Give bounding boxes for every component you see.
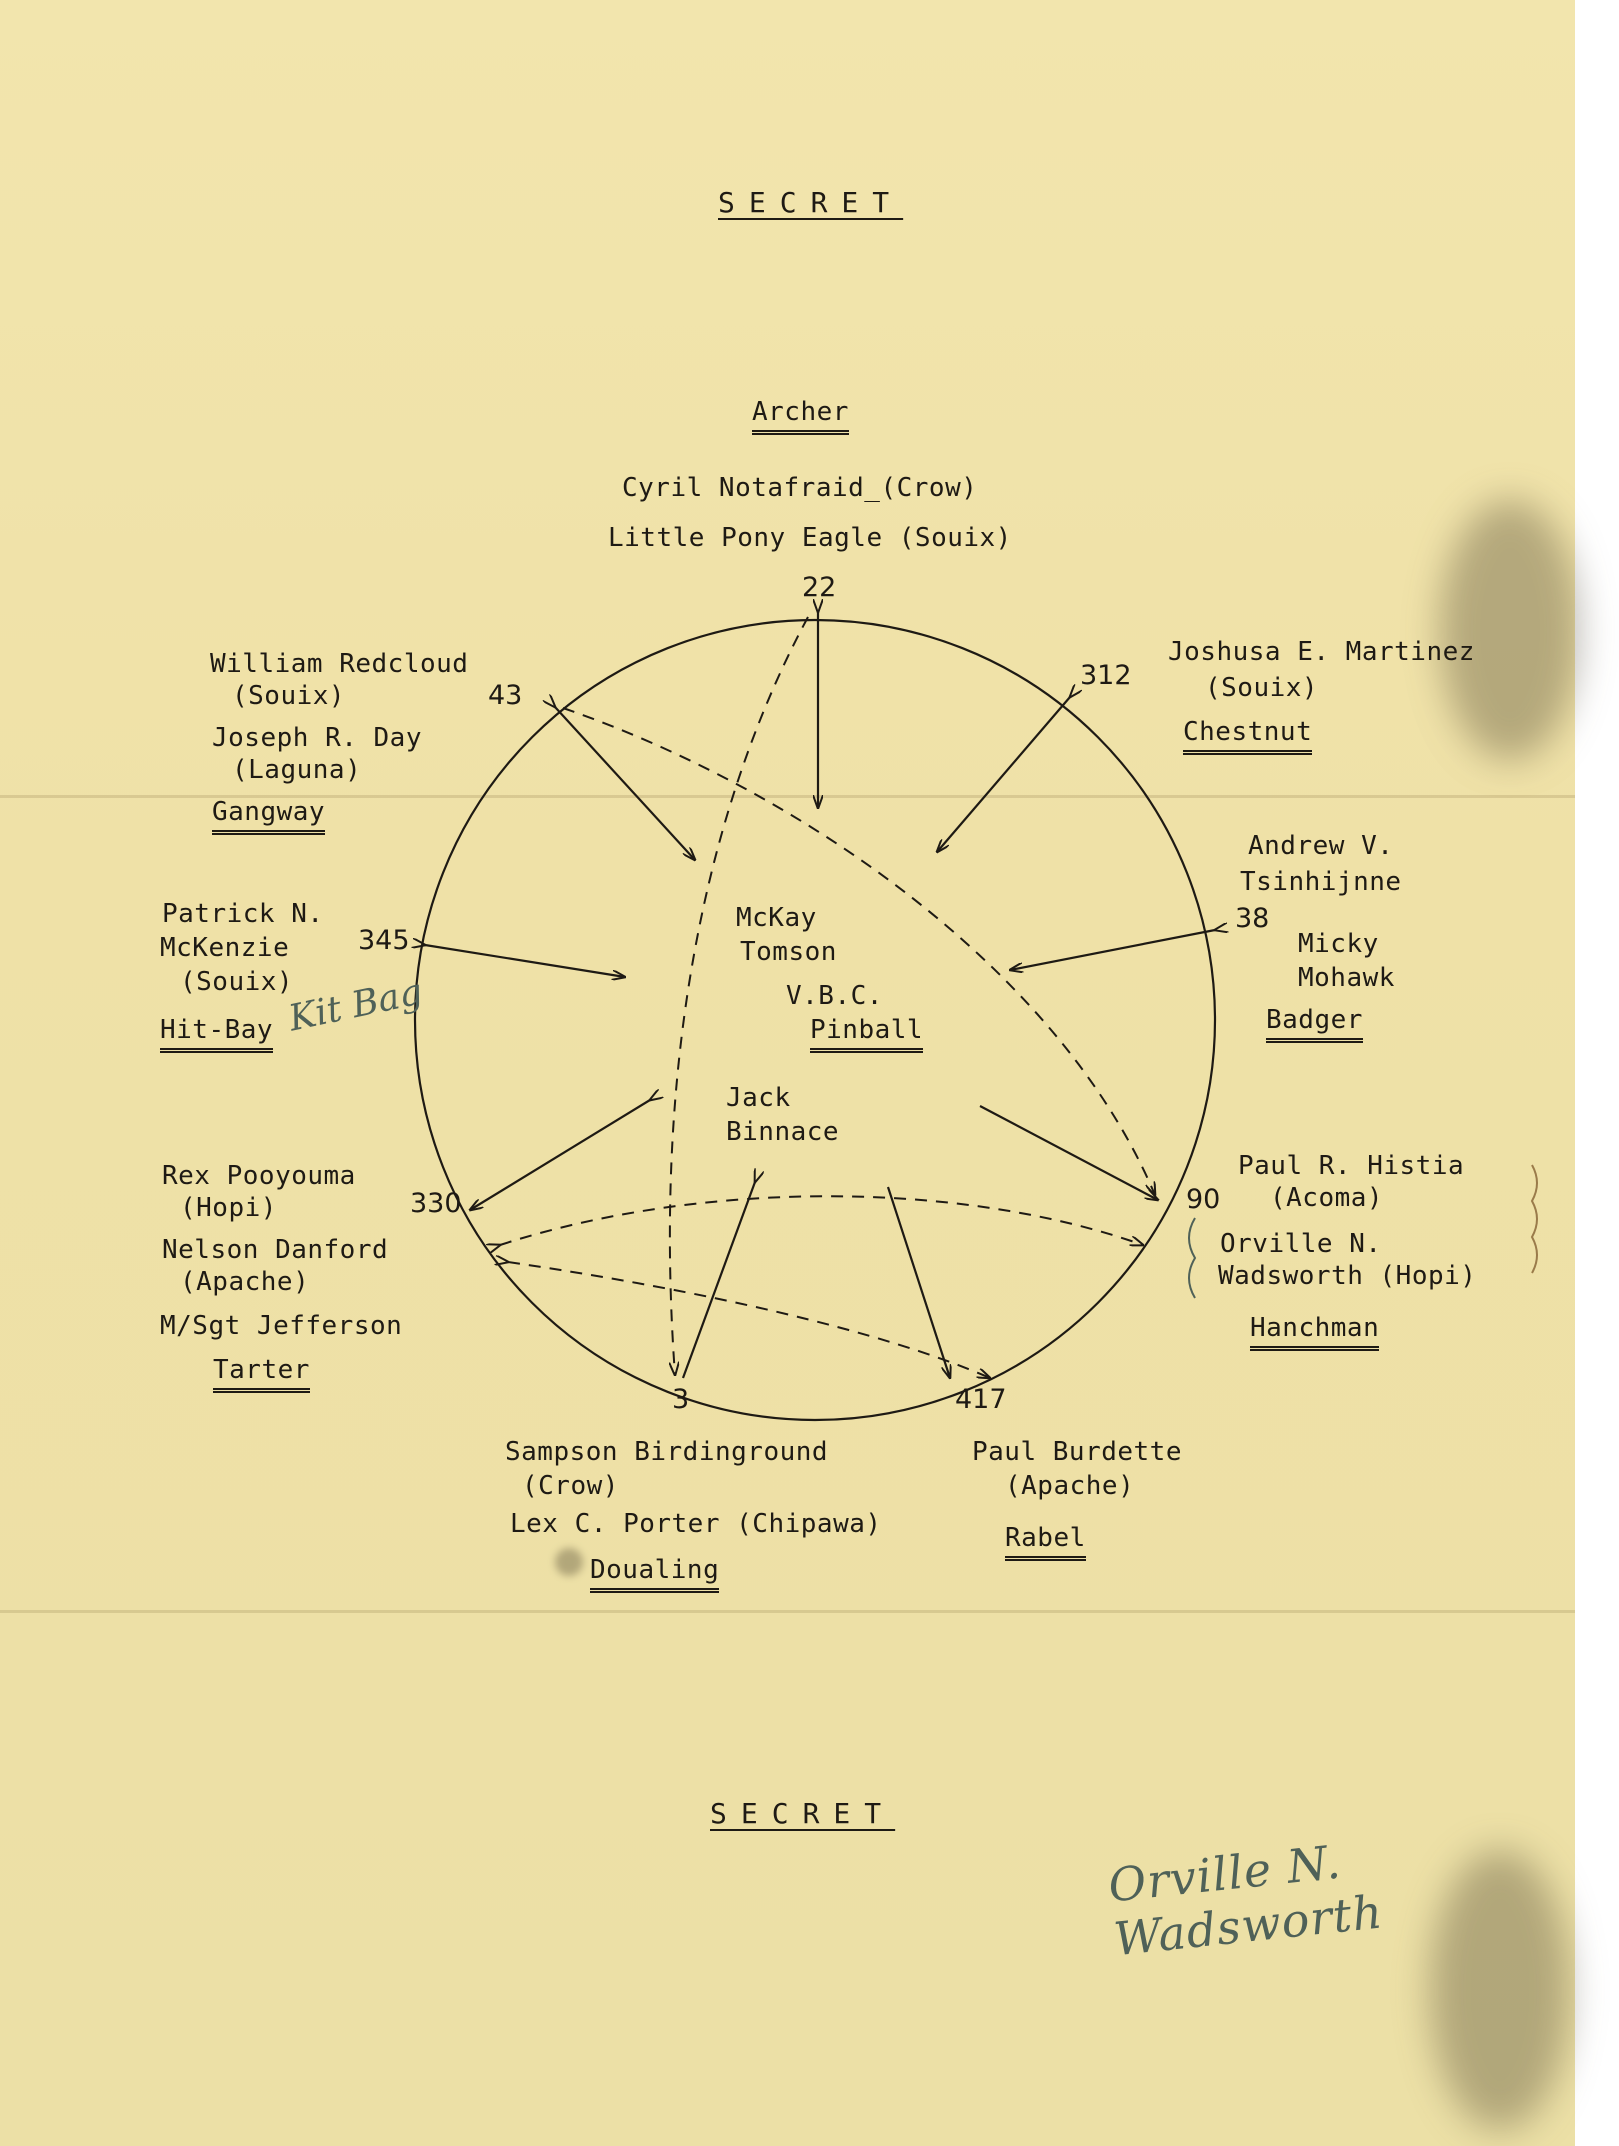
station-name-hitbay: Hit-Bay (160, 1014, 273, 1053)
frequency-chestnut: 312 (1080, 660, 1132, 691)
frequency-doualing: 3 (672, 1384, 690, 1415)
member: Nelson Danford (162, 1235, 389, 1265)
station-name-rabel: Rabel (1005, 1522, 1086, 1561)
station-name-pinball: Pinball (810, 1014, 923, 1053)
station-name-tarter: Tarter (213, 1354, 310, 1393)
member: Paul R. Histia (1238, 1151, 1465, 1181)
frequency-archer: 22 (802, 572, 837, 603)
member: (Apache) (1005, 1471, 1135, 1501)
member: Cyril Notafraid_(Crow) (622, 473, 978, 503)
member: (Apache) (180, 1267, 310, 1297)
member: Joshusa E. Martinez (1168, 637, 1475, 667)
member: (Laguna) (232, 755, 362, 785)
classification-bottom: SECRET (710, 1797, 896, 1830)
member: Micky (1298, 929, 1379, 959)
frequency-gangway: 43 (488, 680, 523, 711)
member: Jack (726, 1083, 791, 1113)
member: Tomson (740, 937, 837, 967)
station-name-doualing: Doualing (590, 1554, 719, 1593)
frequency-tarter: 330 (410, 1188, 462, 1219)
member: Orville N. (1220, 1229, 1382, 1259)
member: Joseph R. Day (212, 723, 422, 753)
member: Binnace (726, 1117, 840, 1147)
frequency-badger: 38 (1235, 903, 1270, 934)
member: Wadsworth (Hopi) (1218, 1261, 1477, 1291)
station-name-badger: Badger (1266, 1004, 1363, 1043)
classification-top: SECRET (718, 186, 904, 219)
member: Andrew V. (1248, 831, 1394, 861)
member: M/Sgt Jefferson (160, 1311, 403, 1341)
member: (Hopi) (180, 1193, 277, 1223)
frequency-hitbay: 345 (358, 925, 410, 956)
member: Mohawk (1298, 963, 1395, 993)
member: William Redcloud (210, 649, 469, 679)
member: (Souix) (1205, 673, 1319, 703)
member: V.B.C. (786, 981, 883, 1011)
frequency-hanchman: 90 (1186, 1184, 1221, 1215)
member: (Crow) (522, 1471, 619, 1501)
station-name-archer: Archer (752, 396, 849, 435)
member: McKenzie (160, 933, 290, 963)
member: Sampson Birdinground (505, 1437, 829, 1467)
member: Rex Pooyouma (162, 1161, 356, 1191)
handwritten-note: Kit Bag (285, 971, 427, 1040)
signature: Orville N. Wadsworth (1105, 1834, 1386, 1967)
member: (Souix) (180, 967, 294, 997)
member: (Souix) (232, 681, 346, 711)
member: Tsinhijnne (1240, 867, 1402, 897)
member: Little Pony Eagle (Souix) (608, 523, 1012, 553)
member: Patrick N. (162, 899, 324, 929)
member: McKay (736, 903, 817, 933)
frequency-rabel: 417 (955, 1384, 1007, 1415)
station-name-hanchman: Hanchman (1250, 1312, 1379, 1351)
member: Lex C. Porter (Chipawa) (510, 1509, 882, 1539)
member: Paul Burdette (972, 1437, 1182, 1467)
member: (Acoma) (1270, 1183, 1384, 1213)
station-name-chestnut: Chestnut (1183, 716, 1312, 755)
station-name-gangway: Gangway (212, 796, 325, 835)
